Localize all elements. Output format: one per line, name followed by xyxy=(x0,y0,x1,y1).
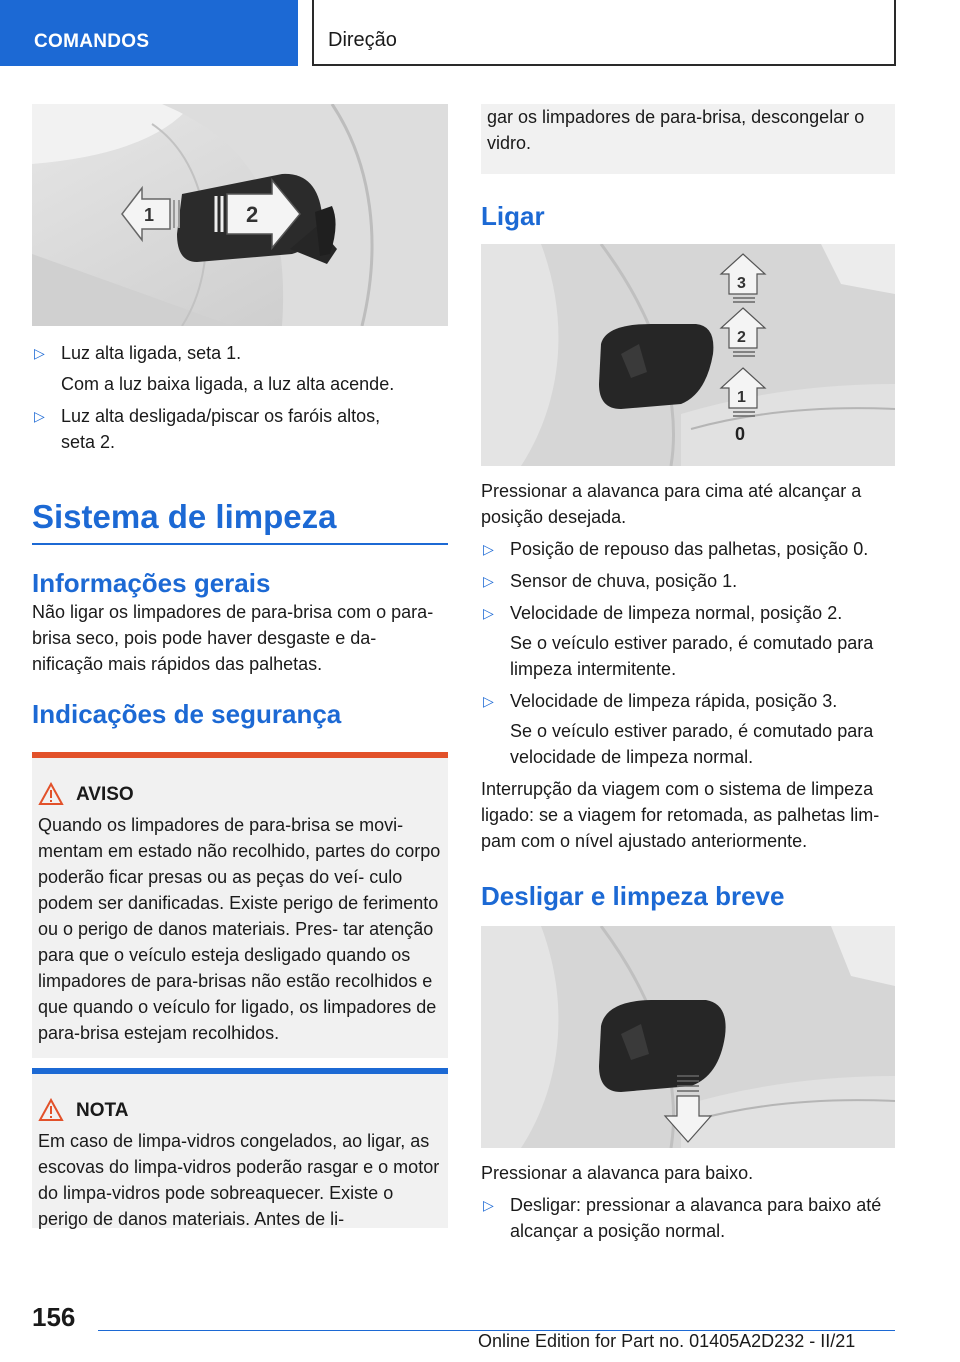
arrow-label-1: 1 xyxy=(144,205,155,225)
wiper-lever-down-figure xyxy=(481,926,895,1148)
subsection-heading: Ligar xyxy=(481,201,545,231)
triangle-bullet-icon: ▷ xyxy=(483,573,494,589)
wiper-lever-up-figure xyxy=(481,244,895,466)
warning-label: AVISO xyxy=(76,784,134,805)
right-column xyxy=(481,104,895,1244)
edition-text: Online Edition for Part no. 01405A2D232 - II/21 xyxy=(478,1331,856,1351)
triangle-bullet-icon: ▷ xyxy=(483,693,494,709)
subsection-heading: Informações gerais xyxy=(32,568,271,598)
interrupt-paragraph: Interrupção da viagem com o sistema de limpeza ligado: se a viagem for retomada, as palhetas lim- pam com o nível ajustado anteriormente. xyxy=(481,779,880,851)
note-text: Em caso de limpa-vidros congelados, ao ligar, as escovas do limpa-vidros poderão rasgar e o motor do limpa-vidros pode sobreaquecer. Existe o perigo de danos materiais. Antes de li- xyxy=(38,1131,440,1229)
headlight-lever-figure xyxy=(32,104,448,326)
list-item: ▷ Desligar: pressionar a alavanca para baixo até alcançar a posição normal. xyxy=(481,1192,895,1244)
list-item: ▷ Luz alta ligada, seta 1. xyxy=(32,340,448,366)
subsection-heading: Desligar e limpeza breve xyxy=(481,881,785,911)
list-item-continuation: Se o veículo estiver parado, é comutado para velocidade de limpeza normal. xyxy=(510,721,874,767)
triangle-bullet-icon: ▷ xyxy=(34,408,45,424)
arrow-label-2: 2 xyxy=(246,202,259,227)
warning-box xyxy=(32,752,448,1058)
list-item: ▷ Luz alta desligada/piscar os faróis altos, seta 2. xyxy=(32,403,448,455)
left-column xyxy=(32,104,448,1228)
triangle-bullet-icon: ▷ xyxy=(483,605,494,621)
note-triangle-icon xyxy=(38,1098,64,1122)
page-number: 156 xyxy=(32,1302,76,1332)
info-paragraph: Não ligar os limpadores de para-brisa com o para-brisa seco, pois pode haver desgaste e da- nificação mais rápidos das palhetas. xyxy=(32,602,434,674)
warning-triangle-icon xyxy=(38,782,64,806)
subsection-heading: Indicações de segurança xyxy=(32,699,342,729)
triangle-bullet-icon: ▷ xyxy=(483,1197,494,1213)
note-label: NOTA xyxy=(76,1100,129,1121)
list-item: ▷ Velocidade de limpeza normal, posição 2. xyxy=(481,600,895,626)
desligar-intro: Pressionar a alavanca para baixo. xyxy=(481,1163,754,1183)
triangle-bullet-icon: ▷ xyxy=(483,541,494,557)
position-label-0: 0 xyxy=(735,424,746,444)
note-box xyxy=(32,1068,448,1228)
chapter-title: Direção xyxy=(312,0,896,66)
note-box-continued xyxy=(481,104,895,174)
note-continuation-text: gar os limpadores de para-brisa, descongelar o vidro. xyxy=(487,107,865,153)
list-item-continuation: Com a luz baixa ligada, a luz alta acende. xyxy=(61,374,395,394)
position-label-3: 3 xyxy=(737,275,746,292)
position-label-1: 1 xyxy=(737,389,746,406)
position-label-2: 2 xyxy=(737,329,746,346)
section-tab[interactable]: COMANDOS xyxy=(0,0,298,66)
warning-text: Quando os limpadores de para-brisa se movi- mentam em estado não recolhido, partes do corpo poderão ficar presas ou as peças do veí- culo podem ser danificadas. Existe perigo de ferimento ou o perigo de danos materiais. Pres- tar atenção para que o veículo esteja desligado quando os limpadores de para-brisas não estão recolhidos e que quando o veículo for ligado, os limpadores de para-brisa estejam recolhidos. xyxy=(38,815,441,1043)
list-item: ▷ Sensor de chuva, posição 1. xyxy=(481,568,895,594)
list-item: ▷ Velocidade de limpeza rápida, posição 3. xyxy=(481,688,895,714)
list-item: ▷ Posição de repouso das palhetas, posição 0. xyxy=(481,536,895,562)
triangle-bullet-icon: ▷ xyxy=(34,345,45,361)
list-item-continuation: Se o veículo estiver parado, é comutado para limpeza intermitente. xyxy=(510,633,874,679)
section-heading: Sistema de limpeza xyxy=(32,498,337,535)
ligar-intro: Pressionar a alavanca para cima até alcançar a posição desejada. xyxy=(481,481,862,527)
